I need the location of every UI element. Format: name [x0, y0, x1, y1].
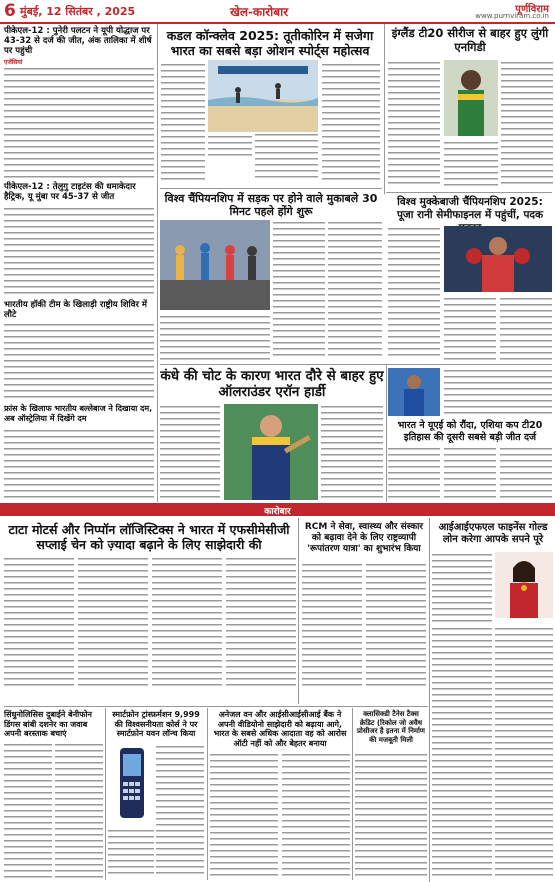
column-divider — [352, 708, 353, 880]
body-text-tata-d — [226, 556, 296, 686]
body-text-england-b — [444, 140, 498, 188]
body-text-phone-a — [156, 744, 204, 878]
body-text-tn-d — [322, 62, 380, 182]
dateline: मुंबई, 12 सितंबर , 2025 — [20, 5, 136, 18]
body-text-england-a — [388, 60, 440, 188]
divider — [160, 364, 552, 365]
body-text-india-a — [444, 368, 552, 416]
photo-marathon — [160, 220, 270, 310]
body-text-england-c — [501, 60, 553, 188]
body-text-sindhu-b — [55, 742, 103, 878]
body-text-rcm-b — [366, 562, 426, 686]
photo-phone — [108, 744, 154, 824]
body-text-boxing-b — [444, 296, 496, 360]
body-text-hardie-a — [160, 404, 220, 500]
body-text-marathon-b — [328, 220, 382, 360]
headline-tata: टाटा मोटर्स और निप्पॉन लॉजिस्टिक्स ने भारत में एफसीमेसीजी सप्लाई चेन को ज़्यादा बढ़ाने के लिए साझेदारी की — [8, 522, 290, 552]
photo-boxing — [444, 226, 552, 292]
body-text-tata-c — [152, 556, 222, 686]
headline-india-women: भारत ने यूएई को रौंदा, एशिया कप टी20 इतिहास की दूसरी सबसे बड़ी जीत दर्ज — [397, 420, 543, 443]
headline-angel: अनेजल वन और आईसीआईसीआई बैंक ने अपनी वीडियोनो साझेदारी को बढ़ाया आगे, भारत के सबसे अधिक आदाता वह को आरोस ऑटी नहीं को और बेहतर बनाया — [213, 710, 347, 748]
headline-tn: कडल कॉन्क्लेव 2025: तूतीकोरिन में सजेगा भारत का सबसे बड़ा ओशन स्पोर्ट्स महोत्सव — [166, 28, 374, 58]
body-text-aaditya-b — [432, 626, 492, 878]
body-text-coupons — [355, 752, 427, 878]
business-section-bar — [0, 503, 555, 516]
body-text-angel-a — [210, 752, 278, 878]
headline-sindhu: सिंधुनोलिसिस दुबाईने बेनीफोन डिंगस बांबी दशनेर का जवाब अपनी बरस्ताक बचाएं — [4, 710, 92, 738]
page-header — [0, 0, 555, 24]
body-text-boxing-c — [500, 296, 552, 360]
headline-aaditya: आईआईएफएल फाइनेंस गोल्ड लोन करेगा आपके सपने पूरे — [438, 522, 548, 545]
brand-url: www.purnviram.co.in — [475, 12, 549, 20]
body-text-india-b — [388, 446, 440, 500]
photo-cricket — [388, 368, 440, 416]
body-text-tn-a — [161, 62, 205, 182]
column-divider — [298, 518, 299, 704]
body-text-aaditya-c — [495, 626, 553, 878]
brand-name: पूर्णविराम — [515, 4, 549, 15]
body-text-sindhu-a — [4, 742, 52, 878]
body-text-tata-a — [4, 556, 74, 686]
byline-pkl: एजेंसियां — [4, 59, 23, 66]
column-divider — [105, 708, 106, 880]
headline-hockey: भारतीय हॉकी टीम के खिलाड़ी राष्ट्रीय शिविर में लौटे — [4, 300, 147, 320]
business-section-title: कारोबार — [264, 507, 291, 517]
headline-pkl2: पीकेएल-12 : तेलुगु टाइटंस की धमाकेदार हैट्रिक, यू मुंबा पर 45-37 से जीत — [4, 182, 136, 202]
headline-pkl: पीकेएल-12 : पुनेरी पलटन ने यूपी योद्धाज पर 43-32 से दर्ज की जीत, अंक तालिका में शीर्ष पर पहुंची — [4, 26, 152, 56]
body-text-rcm-a — [302, 562, 362, 686]
body-text-india-d — [500, 446, 552, 500]
column-divider — [157, 24, 158, 502]
body-text-hockey — [4, 322, 154, 400]
headline-hardie: कंधे की चोट के कारण भारत दौरे से बाहर हुए ऑलराउंडर एरॉन हार्डी — [160, 368, 384, 400]
column-divider — [384, 24, 385, 194]
body-text-tn-c — [255, 132, 318, 182]
column-divider — [207, 708, 208, 880]
page-number: 6 — [4, 1, 16, 21]
body-text-phone-b — [108, 828, 154, 878]
headline-boxing: विश्व मुक्केबाजी चैंपियनशिप 2025: पूजा रानी सेमीफाइनल में पहुंचीं, पदक — [396, 196, 544, 221]
body-text-pkl2 — [4, 206, 154, 296]
body-text-pkl — [4, 66, 154, 178]
column-divider — [386, 364, 387, 502]
body-text-marathon-a — [273, 220, 325, 360]
column-divider — [429, 518, 430, 882]
body-text-angel-b — [282, 752, 350, 878]
photo-iifl — [495, 552, 553, 618]
headline-phone: स्मार्टफ़ोन ट्रांस्फ़र्मशन 9,999 की विश्वसनीयता कोर्स ने पर स्मार्टफ़ोन यवन लॉन्च किया — [112, 710, 200, 738]
photo-beach — [208, 60, 318, 132]
headline-rcm: RCM ने सेवा, स्वास्थ्य और संस्कार को बढ़ावा देने के लिए राष्ट्रव्यापी 'रूपांतरण यात्रा' का शुभारंभ किया — [304, 522, 424, 554]
divider — [4, 706, 428, 707]
headline-england: इंग्लैंड टी20 सीरीज से बाहर हुए लुंगी एनगिडी — [391, 26, 549, 54]
headline-players: फ्रांस के खिलाफ भारतीय बल्लेबाज ने दिखाया दम, अब ऑस्ट्रेलिया में दिखेंगे दम — [4, 404, 153, 423]
body-text-india-c — [444, 446, 496, 500]
divider — [160, 188, 382, 189]
body-text-players — [4, 428, 154, 500]
photo-ngidi — [444, 60, 498, 136]
body-text-tata-b — [78, 556, 148, 686]
divider — [386, 192, 552, 193]
body-text-marathon-c — [160, 314, 270, 360]
photo-hardie — [224, 404, 318, 500]
headline-coupons: क्लासिक्‍डी टैनेस टैक्स क्रेडिट (रिकोल जो अवैध प्रोसीजर है इतना में निर्माण की मजबूती मिली — [357, 710, 425, 744]
body-text-boxing-a — [388, 226, 440, 360]
body-text-aaditya-a — [432, 552, 492, 622]
section-title: खेल-कारोबार — [230, 5, 289, 19]
body-text-hardie-b — [321, 404, 383, 500]
headline-marathon: विश्व चैंपियनशिप में सड़क पर होने वाले मुकाबले 30 मिनट पहले होंगे शुरू — [164, 192, 378, 218]
